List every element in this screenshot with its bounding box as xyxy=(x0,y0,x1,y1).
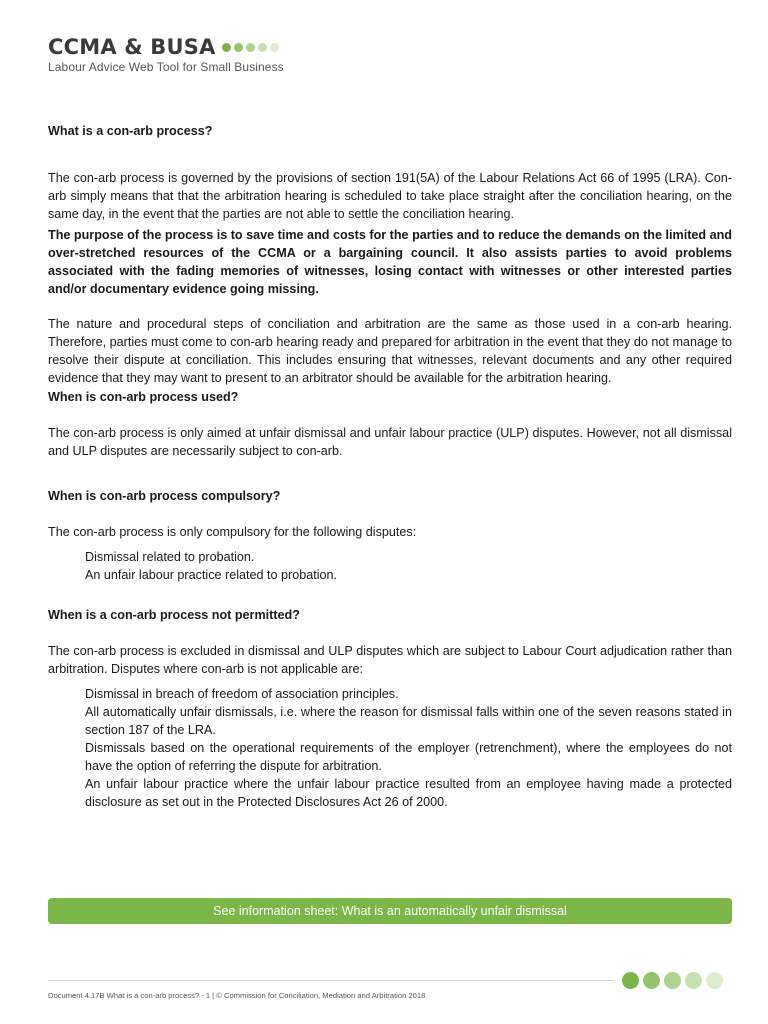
list-item: An unfair labour practice where the unfair labour practice resulted from an employee having made a protected disclosure as set out in the Protected Disclosures Act 26 of 2000. xyxy=(85,777,732,809)
footer-dot xyxy=(706,972,723,989)
logo-dot xyxy=(258,43,267,52)
footer-dot xyxy=(664,972,681,989)
logo-title xyxy=(48,36,284,58)
section-intro: The con-arb process is only compulsory for the following disputes: xyxy=(48,525,417,539)
logo-dot xyxy=(234,43,243,52)
list-item: Dismissals based on the operational requirements of the employer (retrenchment), where the employees do not have the option of referring the dispute for arbitration. xyxy=(85,741,732,773)
information-sheet-link-label[interactable]: See information sheet: What is an automatically unfair dismissal xyxy=(213,904,567,918)
list-item: Dismissal in breach of freedom of association principles. xyxy=(85,687,399,701)
logo-dots xyxy=(222,43,279,52)
section-heading: When is a con-arb process not permitted? xyxy=(48,608,300,622)
compulsory-list xyxy=(48,548,732,584)
logo-dot xyxy=(222,43,231,52)
information-sheet-link[interactable] xyxy=(48,898,732,924)
document-body xyxy=(48,122,732,811)
list-item: Dismissal related to probation. xyxy=(85,550,255,564)
paragraph: The con-arb process is governed by the provisions of section 191(5A) of the Labour Relations Act 66 of 1995 (LRA). Con-arb simply means that that the arbitration hearing is scheduled to take place straight after the conciliation hearing, on the same day, in the event that the parties are not able to settle the conciliation hearing. xyxy=(48,171,732,221)
not-permitted-list xyxy=(48,685,732,811)
footer-dots xyxy=(622,972,723,989)
paragraph: The con-arb process is only aimed at unfair dismissal and unfair labour practice (ULP) disputes. However, not all dismissal and ULP disputes are necessarily subject to con-arb. xyxy=(48,426,732,458)
section-heading: What is a con-arb process? xyxy=(48,124,213,138)
footer-text: Document 4.17B What is a con-arb process? - 1 | © Commission for Conciliation, Mediation and Arbitration 2018 xyxy=(48,991,426,1000)
section-intro: The con-arb process is excluded in dismissal and ULP disputes which are subject to Labour Court adjudication rather than arbitration. Disputes where con-arb is not applicable are: xyxy=(48,644,732,676)
footer-dot xyxy=(685,972,702,989)
list-item: All automatically unfair dismissals, i.e. where the reason for dismissal falls within one of the seven reasons stated in section 187 of the LRA. xyxy=(85,705,732,737)
section-heading: When is con-arb process used? xyxy=(48,390,239,404)
section-heading: When is con-arb process compulsory? xyxy=(48,489,281,503)
logo xyxy=(48,36,284,74)
logo-subtitle: Labour Advice Web Tool for Small Business xyxy=(48,60,284,74)
footer-dot xyxy=(643,972,660,989)
list-item: An unfair labour practice related to probation. xyxy=(85,568,338,582)
footer-dot xyxy=(622,972,639,989)
paragraph: The nature and procedural steps of conciliation and arbitration are the same as those used in a con-arb hearing. Therefore, parties must come to con-arb hearing ready and prepared for arbitration in the event that they do not manage to resolve their dispute at conciliation. This includes ensuring that witnesses, relevant documents and any other required evidence that they may want to present to an arbitrator should be available for the arbitration hearing. xyxy=(48,317,732,385)
logo-dot xyxy=(246,43,255,52)
purpose-paragraph: The purpose of the process is to save time and costs for the parties and to reduce the demands on the limited and over-stretched resources of the CCMA or a bargaining council. It also assists parties to avoid problems associated with the fading memories of witnesses, losing contact with witnesses or other interested parties and/or documentary evidence going missing. xyxy=(48,228,732,296)
footer-divider xyxy=(48,980,614,981)
logo-dot xyxy=(270,43,279,52)
brand-name: CCMA & BUSA xyxy=(48,35,216,59)
